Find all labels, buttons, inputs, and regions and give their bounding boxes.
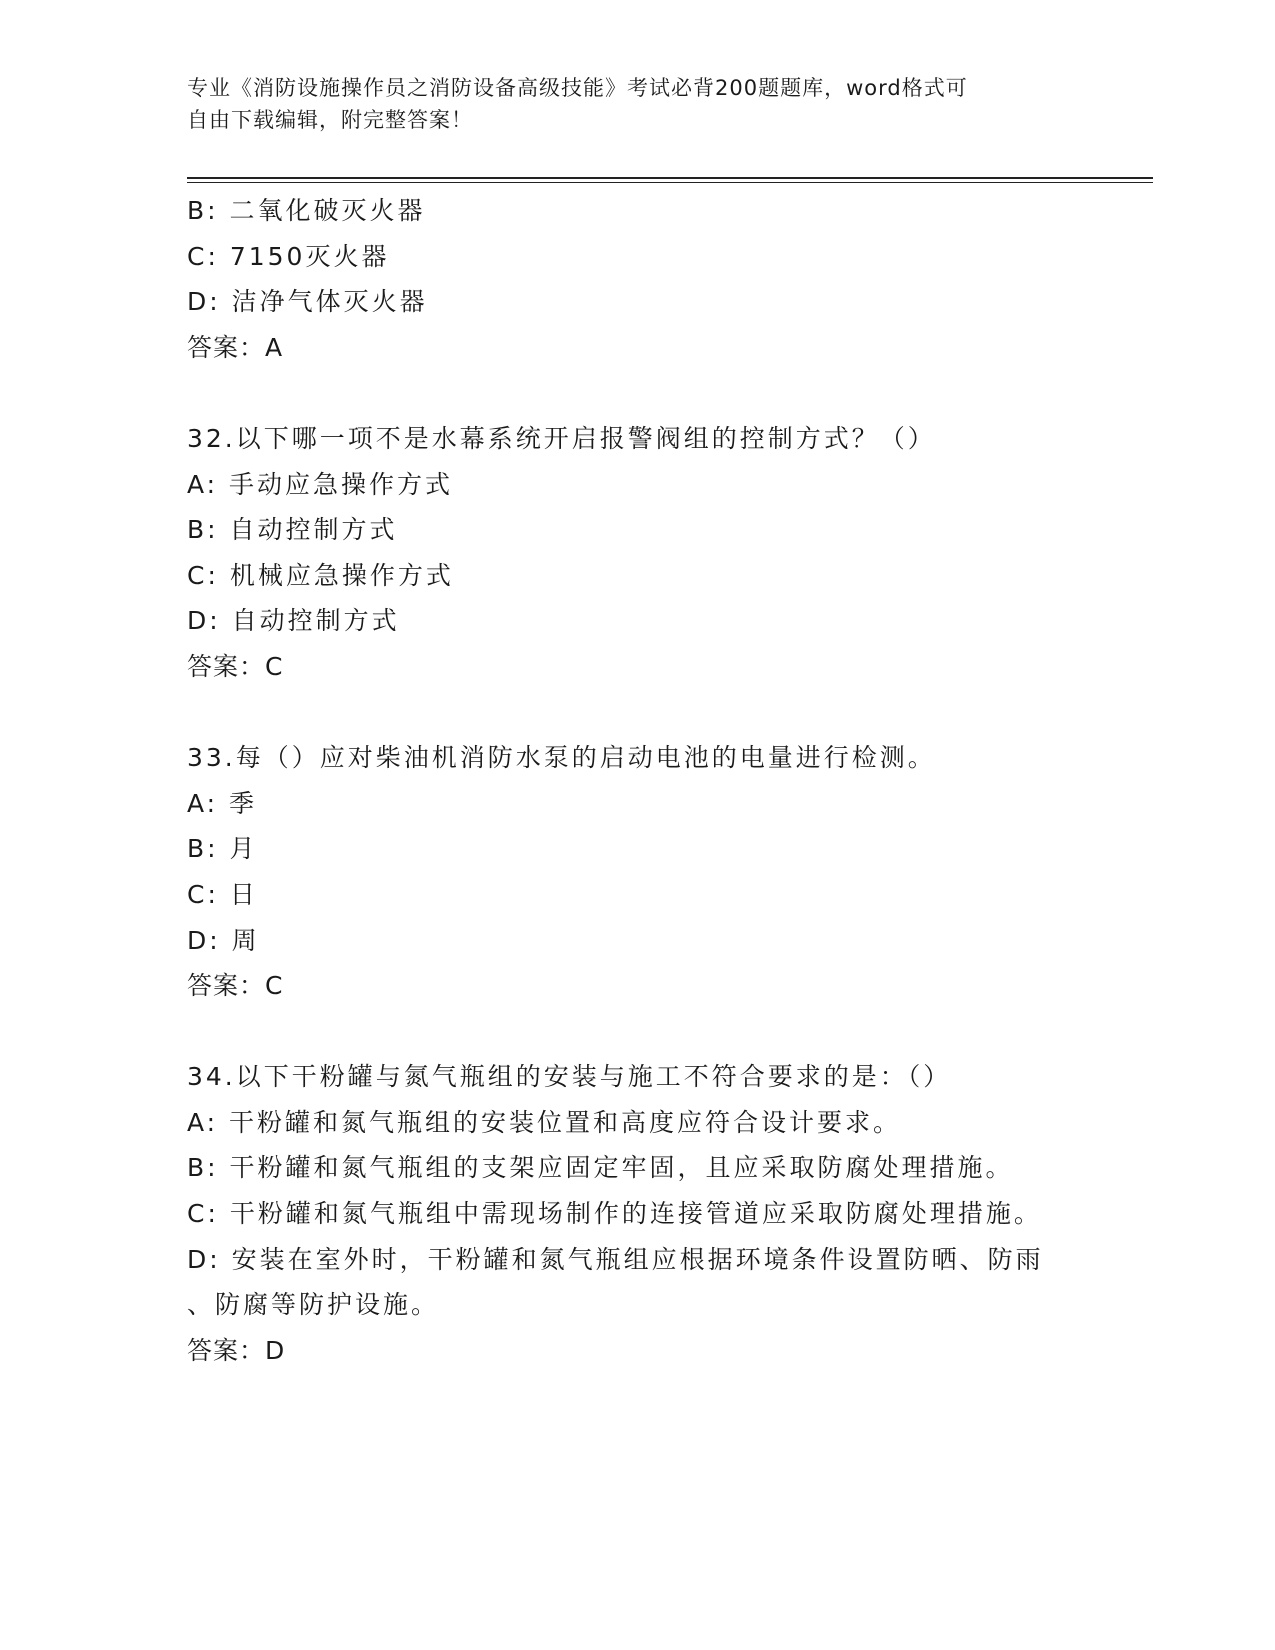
question-text: 34.以下干粉罐与氮气瓶组的安装与施工不符合要求的是：（） — [187, 1062, 952, 1092]
question-text: 32.以下哪一项不是水幕系统开启报警阀组的控制方式？（） — [187, 423, 936, 453]
question-34-block — [187, 1054, 1087, 1373]
option-c: C: 机械应急操作方式 — [187, 560, 454, 590]
spacer — [187, 370, 1087, 416]
option-b: B: 干粉罐和氮气瓶组的支架应固定牢固，且应采取防腐处理措施。 — [187, 1153, 1014, 1183]
option-c: C: 7150灭火器 — [187, 241, 390, 271]
option-a: A: 手动应急操作方式 — [187, 469, 454, 499]
option-b: B: 自动控制方式 — [187, 515, 398, 545]
header-line-1: 专业《消防设施操作员之消防设备高级技能》考试必背200题题库，word格式可 — [187, 76, 968, 100]
option-c: C: 日 — [187, 879, 258, 909]
option-b: B: 二氧化破灭火器 — [187, 196, 426, 225]
question-text: 33.每（）应对柴油机消防水泵的启动电池的电量进行检测。 — [187, 743, 936, 773]
option-d-continuation: 、防腐等防护设施。 — [187, 1290, 440, 1320]
answer: 答案：C — [187, 971, 284, 1001]
header-line-2: 自由下载编辑，附完整答案！ — [187, 108, 473, 132]
option-b: B: 月 — [187, 834, 258, 864]
document-header — [187, 72, 1067, 136]
option-d: D: 洁净气体灭火器 — [187, 287, 428, 317]
option-a: A: 干粉罐和氮气瓶组的安装位置和高度应符合设计要求。 — [187, 1107, 902, 1137]
spacer — [187, 1009, 1087, 1055]
option-c: C: 干粉罐和氮气瓶组中需现场制作的连接管道应采取防腐处理措施。 — [187, 1199, 1042, 1229]
option-d: D: 安装在室外时，干粉罐和氮气瓶组应根据环境条件设置防晒、防雨 — [187, 1244, 1044, 1274]
answer: 答案：C — [187, 651, 284, 681]
answer: 答案：D — [187, 1335, 286, 1365]
question-33-block — [187, 735, 1087, 1009]
option-d: D: 自动控制方式 — [187, 606, 400, 636]
question-32-block — [187, 416, 1087, 690]
option-d: D: 周 — [187, 925, 260, 955]
spacer — [187, 690, 1087, 736]
question-list — [187, 188, 1087, 1373]
header-divider — [187, 177, 1153, 183]
question-31-block — [187, 188, 1087, 370]
option-a: A: 季 — [187, 788, 258, 818]
answer: 答案：A — [187, 332, 284, 362]
